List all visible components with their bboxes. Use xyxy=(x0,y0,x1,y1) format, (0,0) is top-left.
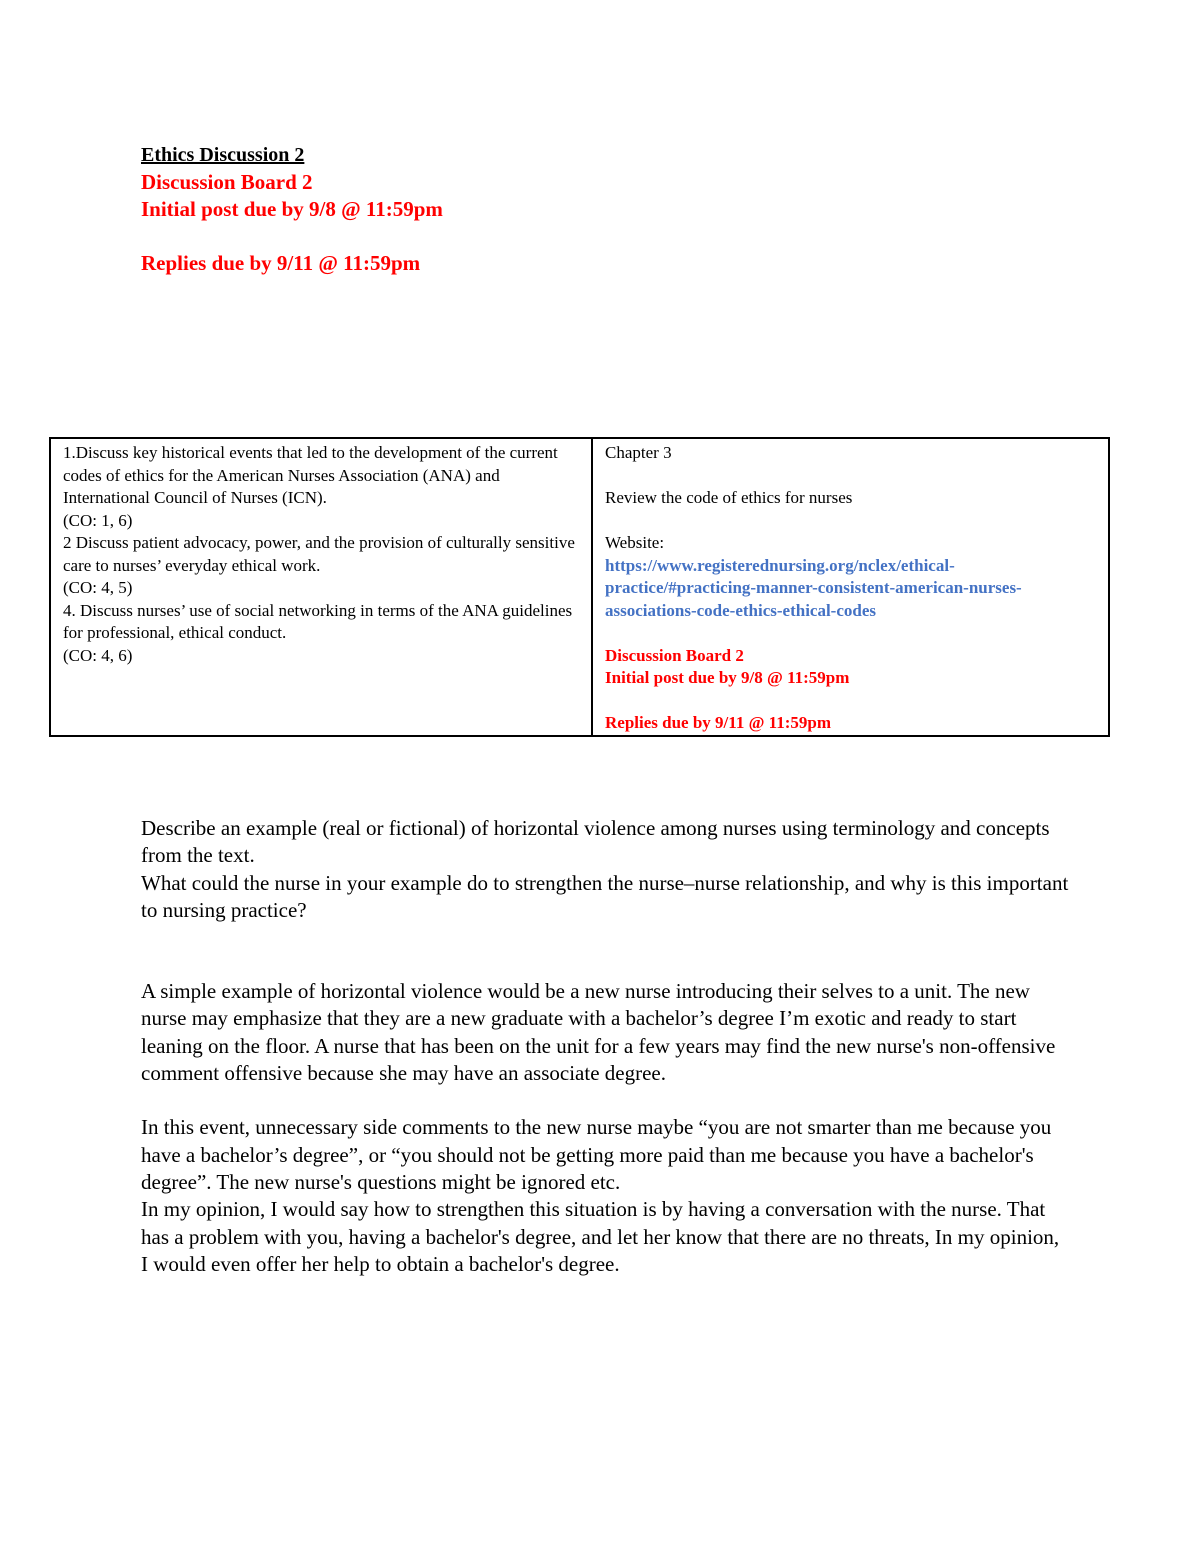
chapter-label: Chapter 3 xyxy=(605,443,672,462)
header-spacer xyxy=(141,223,1041,250)
objective-4: 4. Discuss nurses’ use of social networking in terms of the ANA guidelines for professional, ethical conduct. xyxy=(63,600,573,642)
resources-cell xyxy=(592,438,1109,736)
review-label: Review the code of ethics for nurses xyxy=(605,488,853,507)
spacer xyxy=(605,510,1098,533)
spacer xyxy=(605,690,1098,713)
answer-paragraph-2: In this event, unnecessary side comments to the new nurse maybe “you are not smarter than me because you have a bachelor’s degree”, or “you should not be getting more paid than me because you have a bachelor's degree”. The new nurse's questions might be ignored etc. xyxy=(141,1115,1052,1195)
requirements-table xyxy=(49,437,1110,737)
spacer xyxy=(605,465,1098,488)
discussion-answer xyxy=(141,978,1071,1278)
table-initial-post-due: Initial post due by 9/8 @ 11:59pm xyxy=(605,668,850,687)
answer-paragraph-1: A simple example of horizontal violence would be a new nurse introducing their selves to a unit. The new nurse may emphasize that they are a new graduate with a bachelor’s degree I’m exotic and ready to start leaning on the floor. A nurse that has been on the unit for a few years may find the new nurse's non-offensive comment offensive because she may have an associate degree. xyxy=(141,979,1056,1085)
answer-paragraph-3: In my opinion, I would say how to strengthen this situation is by having a conversation with the nurse. That has a problem with you, having a bachelor's degree, and let her know that there are no threats, In my opinion, I would even offer her help to obtain a bachelor's degree. xyxy=(141,1197,1060,1276)
paragraph-spacer xyxy=(141,1087,1071,1114)
objective-2-co: (CO: 4, 5) xyxy=(63,578,133,597)
objectives-cell xyxy=(50,438,592,736)
discussion-board-label: Discussion Board 2 xyxy=(141,170,313,194)
replies-due: Replies due by 9/11 @ 11:59pm xyxy=(141,251,421,275)
prompt-question-1: Describe an example (real or fictional) of horizontal violence among nurses using terminology and concepts from the text. xyxy=(141,816,1050,868)
initial-post-due: Initial post due by 9/8 @ 11:59pm xyxy=(141,197,443,221)
document-header xyxy=(141,142,1041,277)
spacer xyxy=(605,622,1098,645)
objective-1-co: (CO: 1, 6) xyxy=(63,510,133,530)
objective-2: 2 Discuss patient advocacy, power, and the provision of culturally sensitive care to nurses’ everyday ethical work. xyxy=(63,533,575,575)
ethics-code-link[interactable]: https://www.registerednursing.org/nclex/ethical-practice/#practicing-manner-consistent-american-nurses-associations-code-ethics-ethical-codes xyxy=(605,555,1022,620)
table-row xyxy=(50,438,1109,736)
website-label: Website: xyxy=(605,533,665,552)
prompt-question-2: What could the nurse in your example do to strengthen the nurse–nurse relationship, and why is this important to nursing practice? xyxy=(141,870,1069,922)
objective-1: 1.Discuss key historical events that led to the development of the current codes of ethics for the American Nurses Association (ANA) and International Council of Nurses (ICN). xyxy=(63,443,558,507)
table-discussion-board: Discussion Board 2 xyxy=(605,645,744,665)
objective-4-co: (CO: 4, 6) xyxy=(63,645,133,665)
document-title: Ethics Discussion 2 xyxy=(141,144,305,166)
discussion-prompt xyxy=(141,815,1071,924)
table-replies-due: Replies due by 9/11 @ 11:59pm xyxy=(605,713,831,732)
